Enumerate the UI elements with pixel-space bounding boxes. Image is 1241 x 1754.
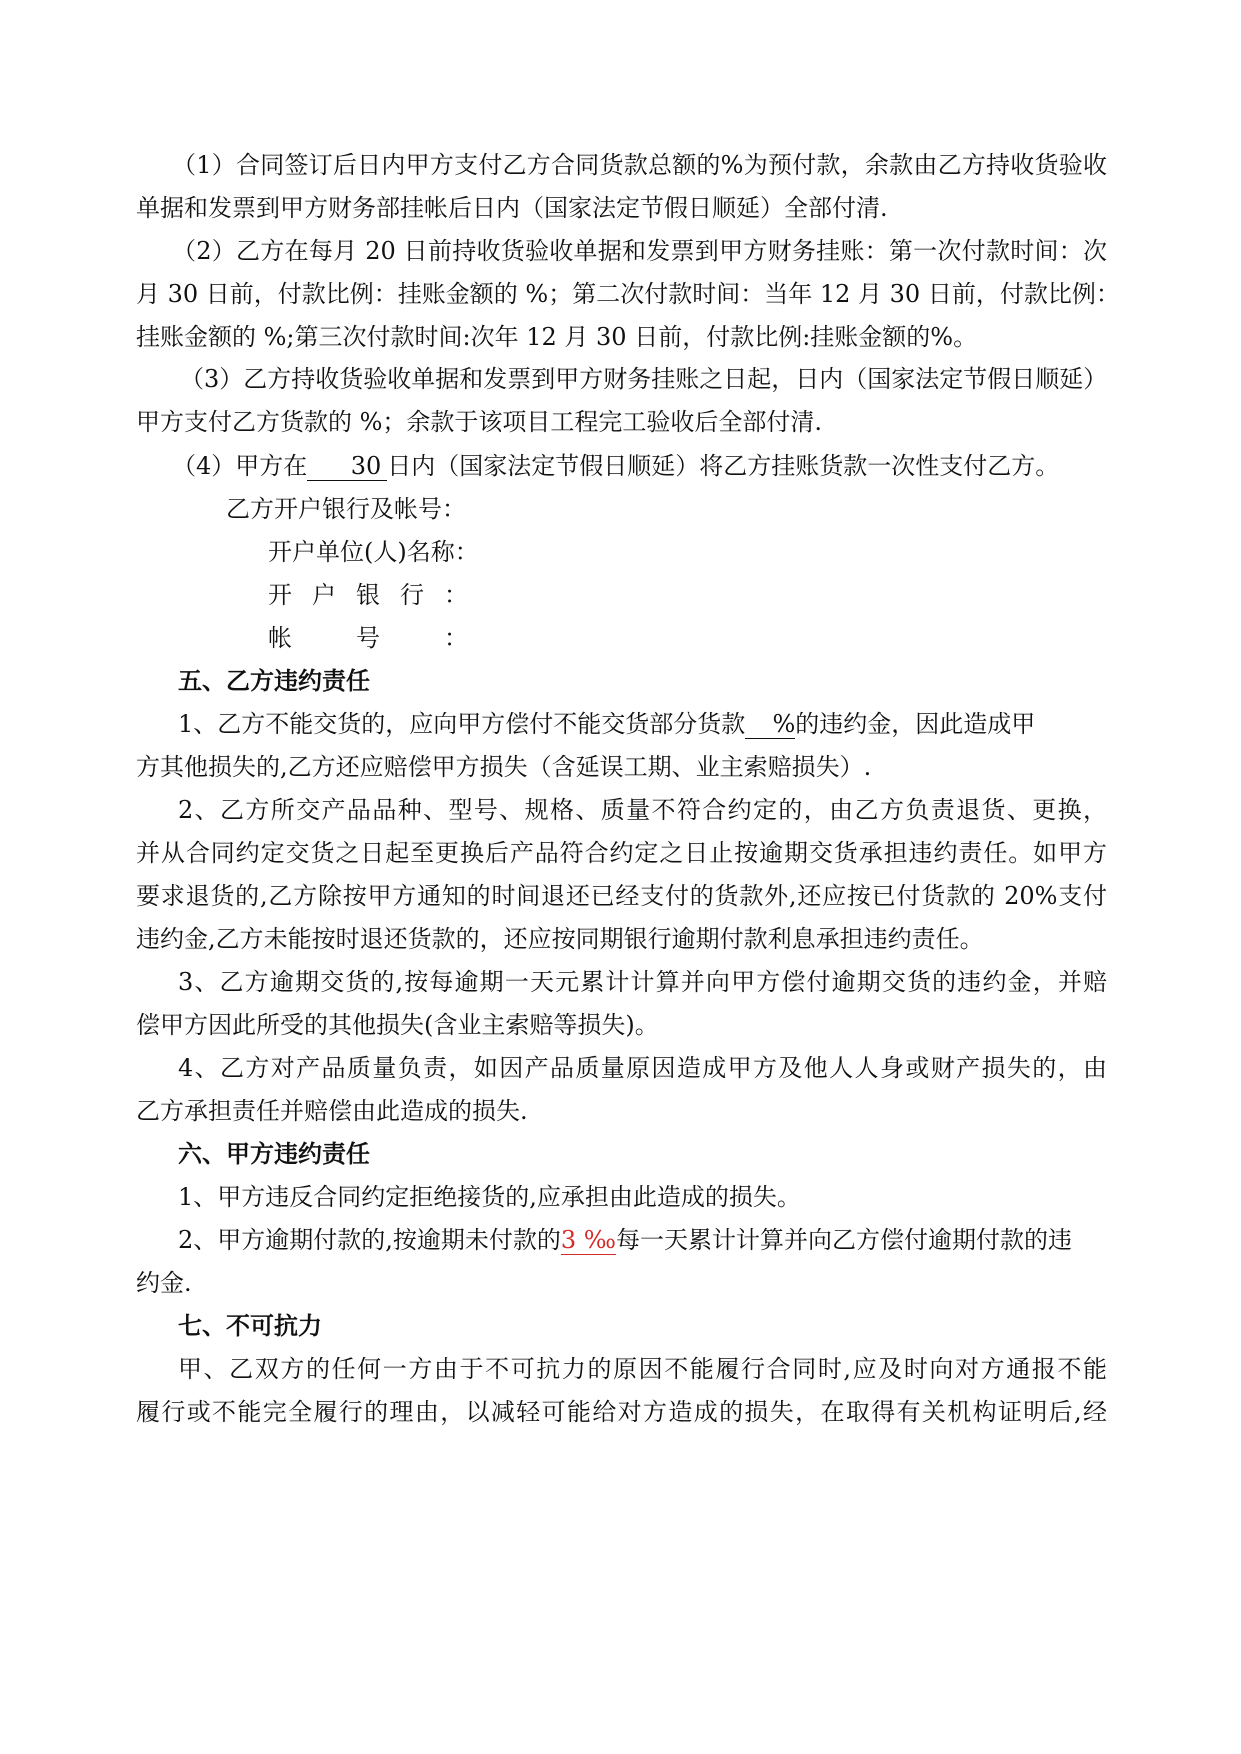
section-6-heading: 六、甲方违约责任 [178, 1140, 370, 1168]
late-payment-rate-blank: 3 ‰ [560, 1226, 617, 1254]
section-6-item-1: 1、甲方违反合同约定拒绝接货的,应承担由此造成的损失。 [178, 1183, 801, 1211]
section-5-item-4-line-1: 4、乙方对产品质量负责，如因产品质量原因造成甲方及他人人身或财产损失的，由 [178, 1054, 1107, 1082]
section-5-item-2-line-3: 要求退货的,乙方除按甲方通知的时间退还已经支付的货款外,还应按已付货款的 20%支付 [136, 882, 1107, 910]
section-5-item-3-line-1: 3、乙方逾期交货的,按每逾期一天元累计计算并向甲方偿付逾期交货的违约金，并赔 [178, 968, 1107, 996]
payment-clause-4-suffix: 日内（国家法定节假日顺延）将乙方挂账货款一次性支付乙方。 [387, 452, 1060, 480]
section-5-item-1-line-2: 方其他损失的,乙方还应赔偿甲方损失（含延误工期、业主索赔损失）. [136, 753, 872, 781]
bank-account-number-label: 帐号： [268, 624, 468, 652]
section-5-item-2-line-1: 2、乙方所交产品品种、型号、规格、质量不符合约定的，由乙方负责退货、更换， [178, 796, 1107, 824]
payment-clause-2-line-2: 月 30 日前，付款比例：挂账金额的 %；第二次付款时间：当年 12 月 30 日前，付款比例： [136, 280, 1120, 308]
section-7-line-1: 甲、乙双方的任何一方由于不可抗力的原因不能履行合同时,应及时向对方通报不能 [178, 1355, 1107, 1383]
section-7-line-2: 履行或不能完全履行的理由，以减轻可能给对方造成的损失，在取得有关机构证明后,经 [136, 1398, 1107, 1426]
section-5-item-2-line-2: 并从合同约定交货之日起至更换后产品符合约定之日止按逾期交货承担违约责任。如甲方 [136, 839, 1107, 867]
section-6-item-2-line-2: 约金. [136, 1269, 192, 1297]
section-5-heading: 五、乙方违约责任 [178, 667, 370, 695]
payment-clause-4-prefix: （4）甲方在 [172, 452, 308, 480]
penalty-percent-blank: % [745, 710, 795, 739]
payment-clause-2-line-3: 挂账金额的 %;第三次付款时间:次年 12 月 30 日前，付款比例:挂账金额的%。 [136, 323, 978, 351]
section-5-item-3-line-2: 偿甲方因此所受的其他损失(含业主索赔等损失)。 [136, 1011, 659, 1039]
section-6-item-2-line-1: 2、甲方逾期付款的,按逾期未付款的3 ‰每一天累计计算并向乙方偿付逾期付款的违 [178, 1226, 1073, 1254]
bank-account-holder-label: 开户单位(人)名称： [268, 538, 479, 566]
payment-clause-2-line-1: （2）乙方在每月 20 日前持收货验收单据和发票到甲方财务挂账：第一次付款时间：次 [172, 237, 1107, 265]
payment-clause-3-line-1: （3）乙方持收货验收单据和发票到甲方财务挂账之日起，日内（国家法定节假日顺延） [180, 365, 1108, 393]
bank-info-title: 乙方开户银行及帐号： [226, 495, 466, 523]
payment-clause-1-line-1: （1）合同签订后日内甲方支付乙方合同货款总额的%为预付款，余款由乙方持收货验收 [172, 151, 1107, 179]
section-5-item-2-line-4: 违约金,乙方未能按时退还货款的，还应按同期银行逾期付款利息承担违约责任。 [136, 925, 984, 953]
payment-days-blank: 30 [307, 452, 387, 481]
section-5-item-4-line-2: 乙方承担责任并赔偿由此造成的损失. [136, 1097, 528, 1125]
payment-clause-1-line-2: 单据和发票到甲方财务部挂帐后日内（国家法定节假日顺延）全部付清. [136, 194, 888, 222]
payment-clause-3-line-2: 甲方支付乙方货款的 %；余款于该项目工程完工验收后全部付清. [136, 408, 823, 436]
section-5-item-1-line-1: 1、乙方不能交货的，应向甲方偿付不能交货部分货款 %的违约金，因此造成甲 [178, 710, 1036, 738]
payment-clause-4 [172, 451, 1059, 481]
section-7-heading: 七、不可抗力 [178, 1312, 322, 1340]
bank-name-label: 开户银行： [268, 581, 468, 609]
